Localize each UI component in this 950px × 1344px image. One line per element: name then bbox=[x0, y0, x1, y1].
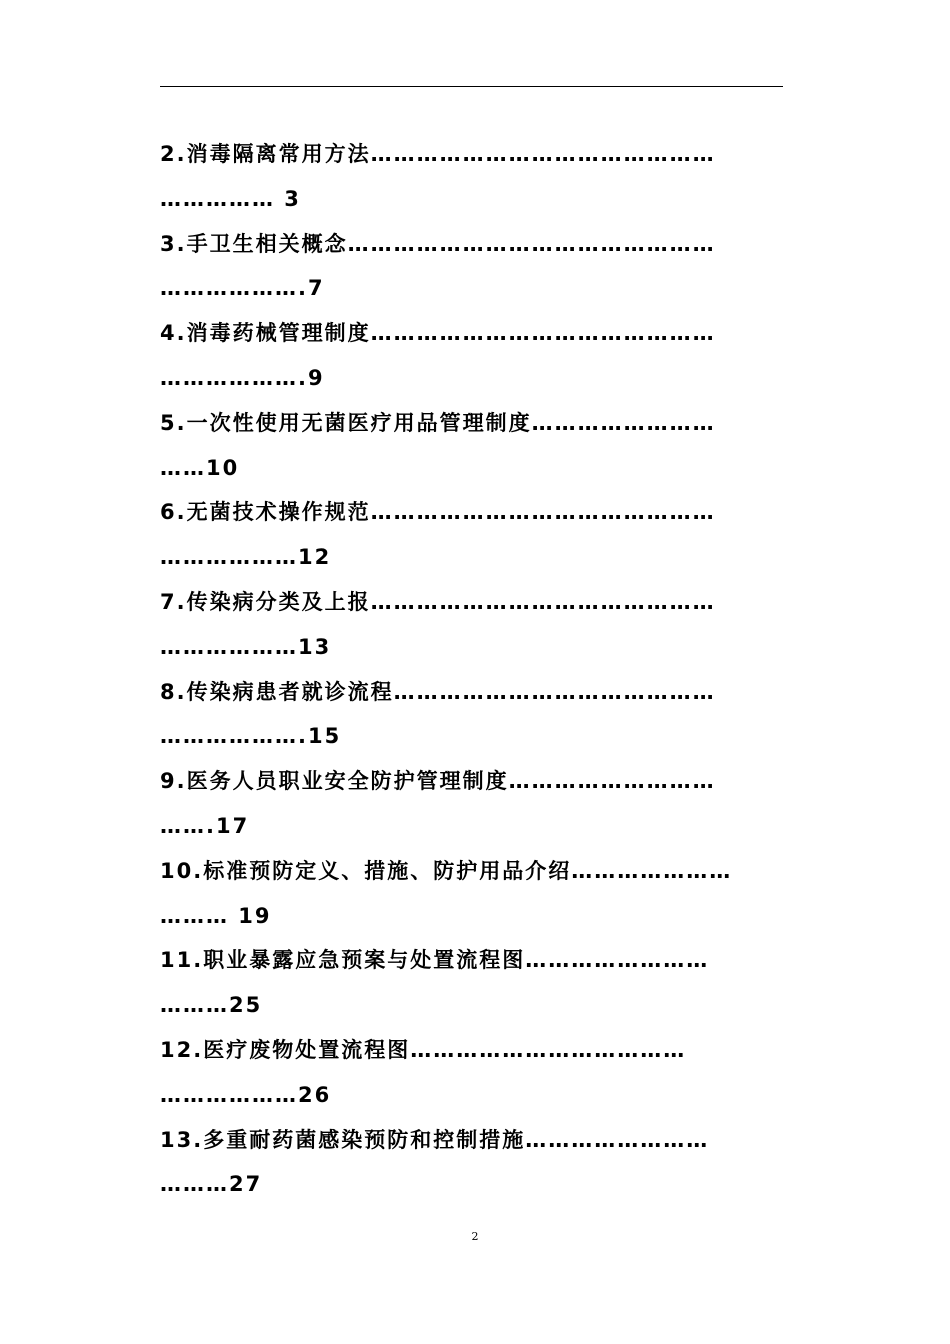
toc-entry-page: ………………12 bbox=[160, 545, 332, 570]
toc-entry-title-line[interactable] bbox=[160, 670, 783, 715]
toc-entry-leader: …………………………………… bbox=[393, 679, 716, 704]
toc-entry-leader: ……………………………………… bbox=[370, 500, 716, 525]
toc-entry-title-line[interactable] bbox=[160, 132, 783, 177]
toc-entry-title: 7.传染病分类及上报 bbox=[160, 589, 371, 614]
toc-entry-page-line bbox=[160, 1162, 783, 1207]
toc-entry-page-line bbox=[160, 625, 783, 670]
toc-entry-page: ………27 bbox=[160, 1172, 263, 1197]
toc-entry-title: 13.多重耐药菌感染预防和控制措施 bbox=[160, 1127, 526, 1152]
toc-entry-page-line bbox=[160, 356, 783, 401]
toc-entry-page: ……………….7 bbox=[160, 276, 325, 301]
toc-entry-title: 8.传染病患者就诊流程 bbox=[160, 679, 394, 704]
toc-entry-page-line bbox=[160, 266, 783, 311]
toc-entry-leader: …………………… bbox=[525, 1127, 710, 1152]
toc-entry-page: ………………13 bbox=[160, 634, 332, 659]
toc-entry-page: …….17 bbox=[160, 813, 250, 838]
toc-entry-leader: ……………………………… bbox=[410, 1037, 687, 1062]
toc-entry-leader: …………………… bbox=[531, 410, 716, 435]
toc-entry-page: …………… 3 bbox=[160, 186, 301, 211]
toc-entry-page: ……… 19 bbox=[160, 903, 272, 928]
toc-entry-title: 4.消毒药械管理制度 bbox=[160, 321, 371, 346]
toc-entry-page: ……………….9 bbox=[160, 365, 325, 390]
toc-entry-title: 12.医疗废物处置流程图 bbox=[160, 1037, 411, 1062]
toc-entry-page: ………………26 bbox=[160, 1082, 332, 1107]
table-of-contents bbox=[160, 132, 783, 1207]
toc-entry-title-line[interactable] bbox=[160, 938, 783, 983]
toc-entry-leader: ……………………… bbox=[508, 769, 716, 794]
toc-entry-title-line[interactable] bbox=[160, 759, 783, 804]
toc-entry-title: 10.标准预防定义、措施、防护用品介绍 bbox=[160, 858, 572, 883]
toc-entry-title-line[interactable] bbox=[160, 401, 783, 446]
toc-entry-page-line bbox=[160, 894, 783, 939]
toc-entry-leader: ……………………………………… bbox=[370, 142, 716, 166]
page-number: 2 bbox=[471, 1230, 479, 1243]
header-rule bbox=[160, 86, 783, 87]
toc-entry-title: 3.手卫生相关概念 bbox=[160, 231, 348, 256]
toc-entry-title: 11.职业暴露应急预案与处置流程图 bbox=[160, 948, 526, 973]
toc-entry-title: 9.医务人员职业安全防护管理制度 bbox=[160, 769, 509, 794]
toc-entry-title-line[interactable] bbox=[160, 1118, 783, 1163]
toc-entry-page-line bbox=[160, 177, 783, 222]
toc-entry-title-line[interactable] bbox=[160, 849, 783, 894]
toc-entry-title: 2.消毒隔离常用方法 bbox=[160, 142, 371, 166]
toc-entry-leader: ……………………………………… bbox=[370, 589, 716, 614]
toc-entry-title-line[interactable] bbox=[160, 1028, 783, 1073]
toc-entry-page-line bbox=[160, 714, 783, 759]
toc-entry-title-line[interactable] bbox=[160, 222, 783, 267]
toc-entry-page-line bbox=[160, 535, 783, 580]
toc-entry-page: ……………….15 bbox=[160, 724, 342, 749]
toc-entry-page-line bbox=[160, 1073, 783, 1118]
toc-entry-title: 6.无菌技术操作规范 bbox=[160, 500, 371, 525]
toc-entry-title: 5.一次性使用无菌医疗用品管理制度 bbox=[160, 410, 532, 435]
toc-entry-title-line[interactable] bbox=[160, 490, 783, 535]
toc-entry-page-line bbox=[160, 446, 783, 491]
toc-entry-title-line[interactable] bbox=[160, 311, 783, 356]
toc-entry-leader: …………………… bbox=[525, 948, 710, 973]
toc-entry-page-line bbox=[160, 983, 783, 1028]
toc-entry-leader: ………………… bbox=[571, 858, 733, 883]
toc-entry-page: ……10 bbox=[160, 455, 240, 480]
toc-entry-title-line[interactable] bbox=[160, 580, 783, 625]
toc-entry-page: ………25 bbox=[160, 993, 263, 1018]
toc-entry-leader: ………………………………………… bbox=[347, 231, 716, 256]
toc-entry-leader: ……………………………………… bbox=[370, 321, 716, 346]
toc-entry-page-line bbox=[160, 804, 783, 849]
